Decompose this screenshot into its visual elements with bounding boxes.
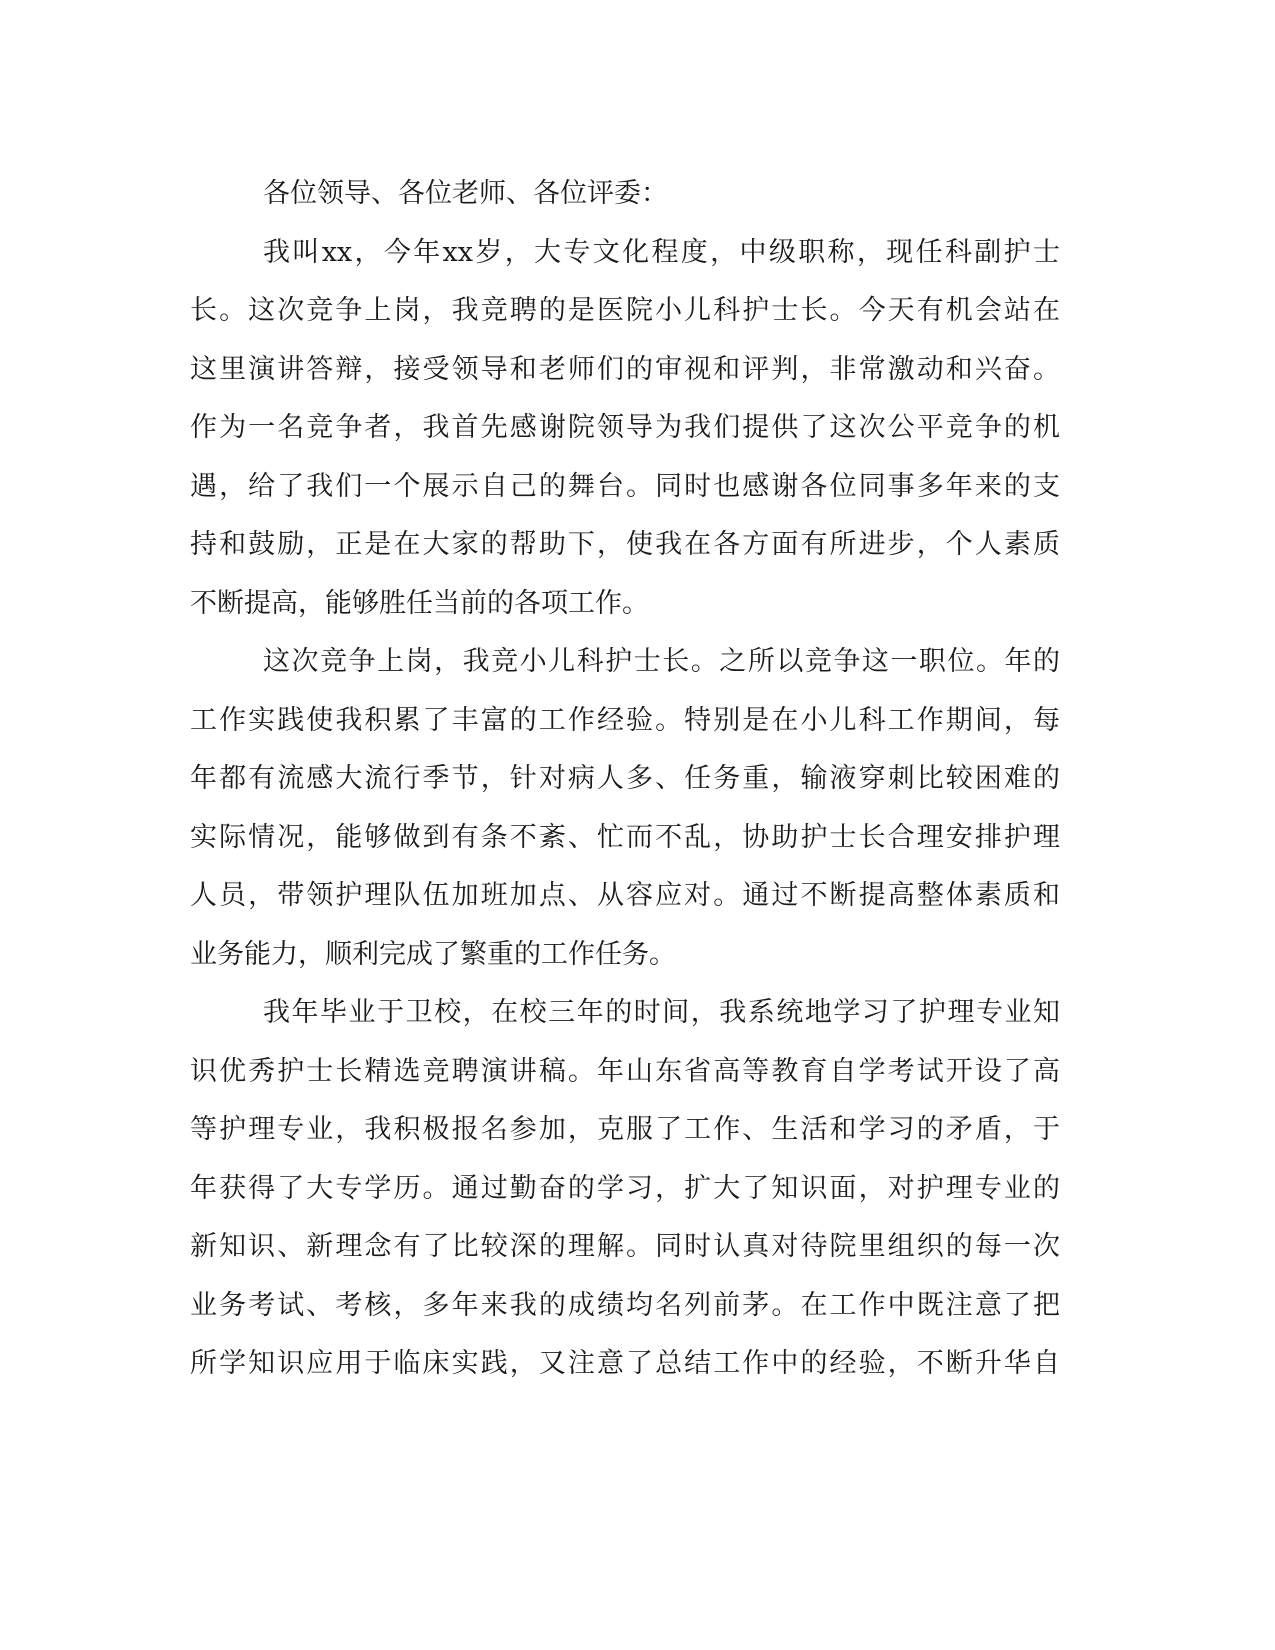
salutation: 各位领导、各位老师、各位评委：	[263, 178, 668, 209]
paragraph-2	[190, 633, 1060, 984]
paragraph-line: 遇，给了我们一个展示自己的舞台。同时也感谢各位同事多年来的支	[190, 470, 1060, 502]
paragraph-line: 这次竞争上岗，我竞小儿科护士长。之所以竞争这一职位。年的	[263, 646, 1060, 677]
paragraph-line: 我年毕业于卫校，在校三年的时间，我系统地学习了护理专业知	[263, 997, 1060, 1028]
paragraph-line: 这里演讲答辩，接受领导和老师们的审视和评判，非常激动和兴奋。	[190, 353, 1060, 385]
paragraph-line: 持和鼓励，正是在大家的帮助下，使我在各方面有所进步，个人素质	[190, 529, 1060, 560]
paragraph-line: 年获得了大专学历。通过勤奋的学习，扩大了知识面，对护理专业的	[190, 1172, 1060, 1204]
paragraph-line: 所学知识应用于临床实践，又注意了总结工作中的经验，不断升华自	[190, 1348, 1060, 1379]
paragraph-line: 实际情况，能够做到有条不紊、忙而不乱，协助护士长合理安排护理	[190, 821, 1060, 853]
paragraph-line: 我叫xx，今年xx岁，大专文化程度，中级职称，现任科副护士	[263, 236, 1060, 268]
paragraph-line: 工作实践使我积累了丰富的工作经验。特别是在小儿科工作期间，每	[190, 704, 1060, 736]
paragraph-line: 业务能力，顺利完成了繁重的工作任务。	[190, 938, 676, 970]
paragraph-line: 等护理专业，我积极报名参加，克服了工作、生活和学习的矛盾，于	[190, 1114, 1060, 1145]
paragraph-line: 业务考试、考核，多年来我的成绩均名列前茅。在工作中既注意了把	[190, 1289, 1060, 1321]
paragraph-3	[190, 984, 1060, 1394]
paragraph-1	[190, 224, 1060, 634]
paragraph-line: 新知识、新理念有了比较深的理解。同时认真对待院里组织的每一次	[190, 1231, 1060, 1262]
document-body	[190, 165, 1060, 1394]
paragraph-line: 不断提高，能够胜任当前的各项工作。	[190, 587, 649, 619]
paragraph-line: 年都有流感大流行季节，针对病人多、任务重，输液穿刺比较困难的	[190, 763, 1060, 794]
paragraph-line: 作为一名竞争者，我首先感谢院领导为我们提供了这次公平竞争的机	[190, 412, 1060, 443]
paragraph-line: 长。这次竞争上岗，我竞聘的是医院小儿科护士长。今天有机会站在	[190, 295, 1060, 326]
paragraph-line: 识优秀护士长精选竞聘演讲稿。年山东省高等教育自学考试开设了高	[190, 1055, 1060, 1087]
paragraph-line: 人员，带领护理队伍加班加点、从容应对。通过不断提高整体素质和	[190, 880, 1060, 911]
